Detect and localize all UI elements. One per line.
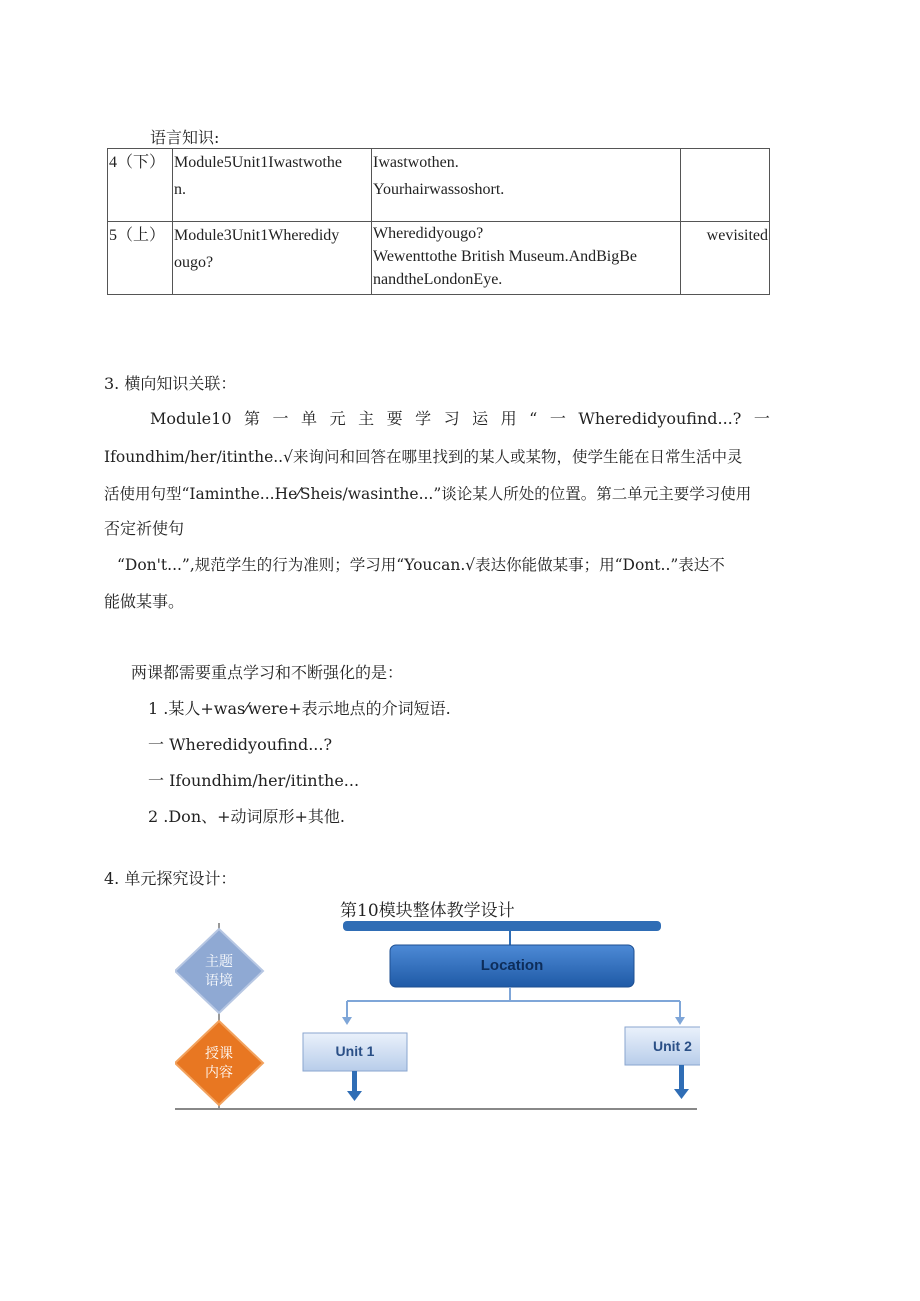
focus-intro: 两课都需要重点学习和不断强化的是：	[131, 663, 404, 682]
sentence-cell: Iwastwothen. Yourhairwassoshort.	[372, 149, 681, 222]
section3-line5: “Don't...”,规范学生的行为准则；学习用“Youcan.√表达你能做某事；用“Dont..”表达不	[117, 556, 725, 574]
diamond-theme-label: 主题 语境	[205, 953, 233, 988]
unit-cell: Module5Unit1Iwastwothe n.	[173, 149, 372, 222]
grade-cell: 5（上）	[108, 222, 173, 295]
section3-title: 3. 横向知识关联：	[104, 374, 237, 393]
diagram-title: 第10模块整体教学设计	[340, 901, 515, 921]
knowledge-table	[107, 148, 770, 295]
section3-line2: Ifoundhim/her/itinthe..√来询问和回答在哪里找到的某人或某物，使学生能在日常生活中灵	[104, 448, 743, 466]
section3-line1: Module10 第 一 单 元 主 要 学 习 运 用 “ 一 Wheredidyoufind...? 一	[150, 409, 770, 428]
section4-title: 4. 单元探究设计：	[104, 869, 237, 888]
sentence-cell: Wheredidyougo? Wewenttothe British Museum.AndBigBe nandtheLondonEye.	[372, 222, 681, 295]
section3-line4: 否定祈使句	[104, 519, 185, 538]
extra-cell	[681, 149, 770, 222]
diagram-graphics	[175, 895, 700, 1115]
section3-line3: 活使用句型“Iaminthe...He⁄Sheis/wasinthe...”谈论某人所处的位置。第二单元主要学习使用	[104, 485, 752, 503]
unit-cell: Module3Unit1Wheredidy ougo?	[173, 222, 372, 295]
extra-cell: wevisited	[681, 222, 770, 295]
focus-item-4: 2 .Don、+动词原形+其他.	[148, 807, 346, 826]
table-row	[108, 149, 770, 222]
unit1-label: Unit 1	[335, 1043, 375, 1059]
section-language-heading: 语言知识:	[150, 128, 220, 147]
focus-item-1: 1 .某人+was⁄were+表示地点的介词短语.	[148, 699, 451, 718]
central-label: Location	[480, 957, 544, 974]
focus-item-2: 一 Wheredidyoufind...?	[148, 735, 333, 754]
unit2-label: Unit 2	[653, 1038, 692, 1054]
unit-design-diagram	[175, 895, 700, 1115]
diamond-content-label: 授课 内容	[205, 1045, 233, 1080]
focus-item-3: 一 Ifoundhim/her/itinthe...	[148, 771, 360, 790]
table-row	[108, 222, 770, 295]
section3-line6: 能做某事。	[104, 592, 185, 611]
top-bar	[343, 921, 661, 931]
grade-cell: 4（下）	[108, 149, 173, 222]
